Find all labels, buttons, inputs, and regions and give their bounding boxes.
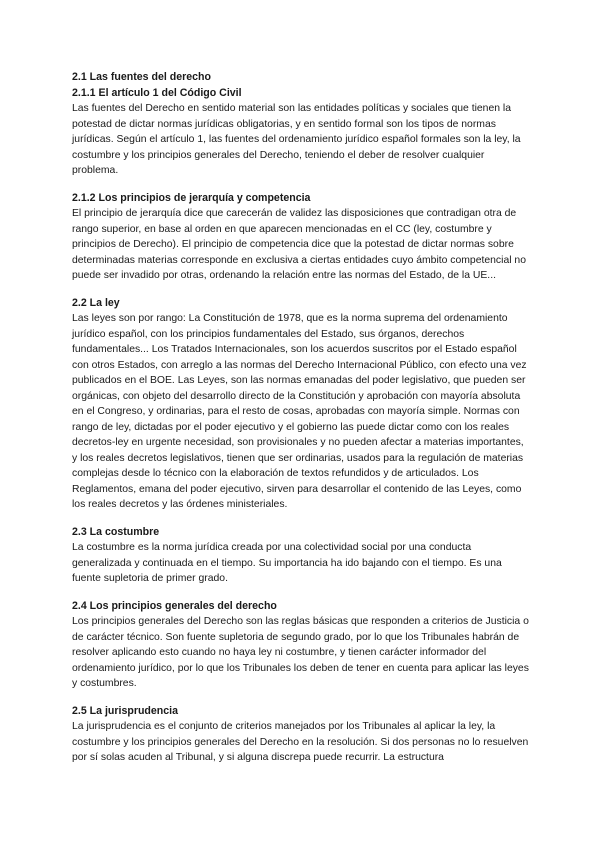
section-paragraph: Las fuentes del Derecho en sentido material son las entidades políticas y sociales que tienen la potestad de dictar normas jurídicas obligatorias, y en sentido formal son los tipos de normas jurídicas. Según el artículo 1, las fuentes del ordenamiento jurídico español formales son la ley, la costumbre y los principios generales del Derecho, teniendo el deber de resolver cualquier problema. [72,103,521,176]
section-paragraph: Los principios generales del Derecho son las reglas básicas que responden a criterios de Justicia o de carácter técnico. Son fuente supletoria de segundo grado, por lo que los Tribunales habrán de resolver aplicando esto cuando no haya ley ni costumbre, y tienen carácter informador del ordenamiento jurídico, por lo que los Tribunales los deben de tener en cuenta para aplicar las leyes y costumbres. [72,616,529,689]
section-paragraph: La jurisprudencia es el conjunto de criterios manejados por los Tribunales al aplicar la ley, la costumbre y los principios generales del Derecho en la resolución. Si dos personas no lo resuelven por sí solas acuden al Tribunal, y si alguna discrepa puede recurrir. La estructura [72,721,529,763]
subsection-heading: 2.1.2 Los principios de jerarquía y competencia [72,191,311,204]
section-paragraph: El principio de jerarquía dice que carecerán de validez las disposiciones que contradigan otra de rango superior, en base al orden en que aparecen mencionadas en el CC (ley, costumbre y principios de Derecho). El principio de competencia dice que la potestad de dictar normas sobre determinadas materias corresponde en exclusiva a ciertas entidades cuyo ámbito competencial no puede ser invadido por otras, ordenando la relación entre las normas del Estado, de la UE... [72,208,526,281]
section-paragraph: La costumbre es la norma jurídica creada por una colectividad social por una conducta generalizada y continuada en el tiempo. Su importancia ha ido bajando con el tiempo. Es una fuente supletoria de primer grado. [72,542,502,584]
section-heading: 2.4 Los principios generales del derecho [72,599,277,612]
document-page [72,70,530,778]
section-principios-generales [72,599,530,692]
section-heading: 2.3 La costumbre [72,525,160,538]
section-heading: 2.1 Las fuentes del derecho [72,71,211,83]
section-heading: 2.2 La ley [72,296,120,309]
section-la-costumbre [72,525,530,587]
section-jurisprudencia [72,704,530,766]
section-jerarquia-competencia [72,191,530,284]
section-fuentes-del-derecho [72,70,530,179]
section-la-ley [72,296,530,513]
section-paragraph: Las leyes son por rango: La Constitución de 1978, que es la norma suprema del ordenamiento jurídico español, con los principios fundamentales del Estado, sus órganos, derechos fundamentales... Los Tratados Internacionales, son los acuerdos suscritos por el Estado español con otros Estados, con arreglo a las normas del Derecho Internacional Público, con efecto una vez publicados en el BOE. Las Leyes, son las normas emanadas del poder legislativo, que pueden ser orgánicas, con objeto del desarrollo directo de la Constitución y aprobación con mayoría absoluta en el Congreso, y ordinarias, para el resto de cosas, aprobadas con mayoría simple. Normas con rango de ley, dictadas por el poder ejecutivo y el gobierno las puede dictar como con los reales decretos-ley en urgente necesidad, son provisionales y no pueden afectar a materias importantes, y los reales decretos legislativos, tienen que ser ordinarias, usados para la regulación de materias complejas desde lo técnico con la elaboración de textos refundidos y de articulados. Los Reglamentos, emana del poder ejecutivo, sirven para desarrollar el contenido de las Leyes, como los reales decretos y las órdenes ministeriales. [72,313,527,510]
subsection-heading: 2.1.1 El artículo 1 del Código Civil [72,86,242,99]
section-heading: 2.5 La jurisprudencia [72,704,178,717]
